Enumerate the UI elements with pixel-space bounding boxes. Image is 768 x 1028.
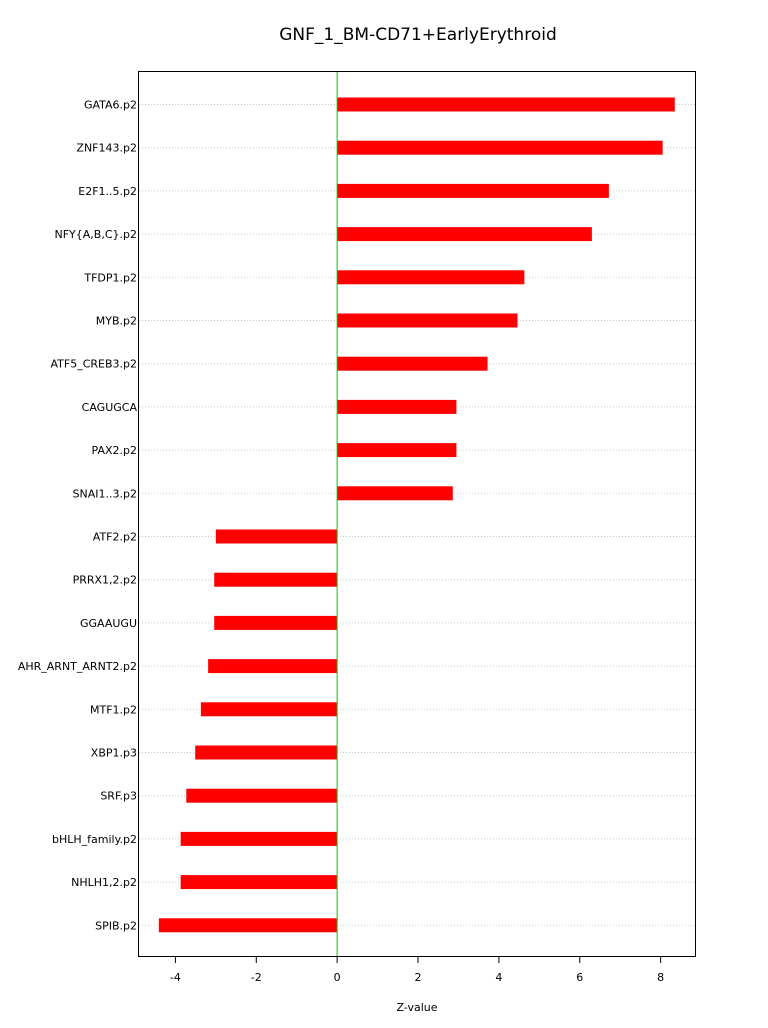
category-label: GATA6.p2	[83, 98, 137, 112]
bar	[208, 659, 337, 673]
bar	[337, 486, 453, 500]
x-tick-label: 0	[333, 971, 341, 984]
bar	[337, 314, 517, 328]
bar	[337, 400, 456, 414]
bar	[181, 832, 337, 846]
category-label: ATF2.p2	[92, 530, 137, 544]
category-label: MTF1.p2	[89, 703, 137, 717]
category-label: SNAI1..3.p2	[72, 487, 137, 501]
bar	[195, 746, 337, 760]
category-label: PRRX1,2.p2	[72, 573, 137, 587]
bars	[159, 98, 675, 933]
bar	[181, 875, 337, 889]
category-label: GGAAUGU	[79, 616, 137, 630]
category-label: CAGUGCA	[81, 400, 137, 414]
x-tick-label: 6	[576, 971, 584, 984]
x-axis-title: Z-value	[396, 1001, 438, 1014]
bar	[337, 270, 524, 284]
category-label: AHR_ARNT_ARNT2.p2	[17, 660, 137, 674]
category-label: PAX2.p2	[91, 444, 137, 458]
x-tick-label: 2	[414, 971, 422, 984]
x-tick-label: -2	[250, 971, 262, 984]
bar	[201, 702, 337, 716]
category-label: XBP1.p3	[90, 746, 137, 760]
bar	[337, 141, 663, 155]
bar	[337, 184, 609, 198]
bar	[159, 918, 337, 932]
category-label: SRF.p3	[100, 789, 137, 803]
bar	[214, 616, 337, 630]
bar	[337, 443, 456, 457]
bar	[214, 573, 337, 587]
x-tick-label: 8	[657, 971, 665, 984]
category-label: bHLH_family.p2	[51, 832, 137, 846]
bar	[337, 98, 675, 112]
x-tick-label: 4	[495, 971, 503, 984]
category-label: ZNF143.p2	[76, 141, 137, 155]
category-label: NFY{A,B,C}.p2	[54, 228, 137, 242]
category-labels	[18, 99, 138, 933]
bar	[216, 530, 337, 544]
bar	[186, 789, 337, 803]
category-label: NHLH1,2.p2	[71, 876, 137, 890]
chart-title: GNF_1_BM-CD71+EarlyErythroid	[279, 25, 557, 45]
category-label: ATF5_CREB3.p2	[50, 357, 137, 371]
bar	[337, 227, 592, 241]
x-tick-label: -4	[169, 971, 181, 984]
category-label: SPIB.p2	[95, 919, 137, 933]
x-axis	[170, 956, 664, 984]
plot-frame	[139, 72, 696, 957]
category-label: E2F1..5.p2	[78, 184, 137, 198]
bar	[337, 357, 487, 371]
category-label: MYB.p2	[95, 314, 137, 328]
category-label: TFDP1.p2	[84, 271, 137, 285]
